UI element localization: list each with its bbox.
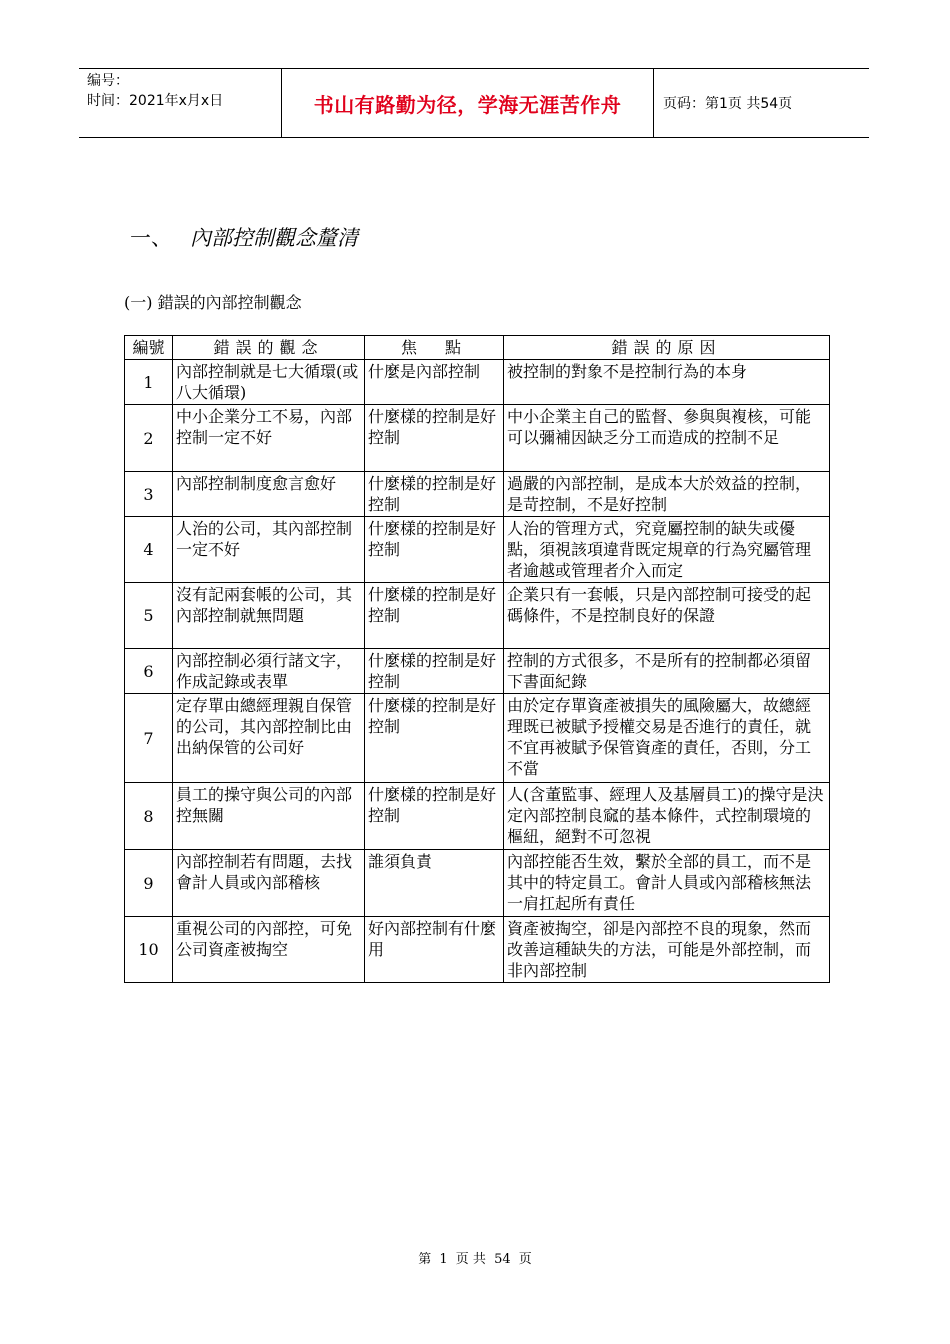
header-page-label: 页码：第1页 共54页 — [663, 96, 793, 112]
table-row — [125, 694, 830, 783]
row-reason: 過嚴的內部控制，是成本大於效益的控制，是苛控制，不是好控制 — [504, 472, 830, 517]
row-reason: 資產被掏空，卻是內部控不良的現象，然而改善這種缺失的方法，可能是外部控制，而非內部控制 — [504, 917, 830, 983]
row-reason: 內部控能否生效，繫於全部的員工，而不是其中的特定員工。會計人員或內部稽核無法一肩扛起所有責任 — [504, 850, 830, 917]
row-number: 4 — [125, 517, 173, 583]
row-number: 7 — [125, 694, 173, 783]
row-focus: 什麼樣的控制是好控制 — [365, 694, 504, 783]
page-footer — [0, 1248, 950, 1267]
row-number: 9 — [125, 850, 173, 917]
row-focus: 什麼樣的控制是好控制 — [365, 472, 504, 517]
subsection-title: (一) 錯誤的內部控制觀念 — [124, 293, 302, 312]
row-number: 6 — [125, 649, 173, 694]
row-focus: 好內部控制有什麼用 — [365, 917, 504, 983]
row-number: 3 — [125, 472, 173, 517]
section-number: 一、 — [130, 226, 172, 250]
row-concept: 內部控制必須行諸文字，作成記錄或表單 — [173, 649, 365, 694]
footer-suffix: 页 — [518, 1252, 532, 1267]
section-title-text: 內部控制觀念釐清 — [190, 226, 358, 250]
table-row — [125, 360, 830, 405]
header-meta — [79, 69, 282, 137]
table-row — [125, 583, 830, 649]
row-reason: 人(含董監事、經理人及基層員工)的操守是決定內部控制良窳的基本條件，式控制環境的樞紐，絕對不可忽視 — [504, 783, 830, 850]
header-concept: 錯誤的觀念 — [173, 336, 365, 360]
row-reason: 人治的管理方式，究竟屬控制的缺失或優點，須視該項違背既定規章的行為究屬管理者逾越或管理者介入而定 — [504, 517, 830, 583]
table-row — [125, 917, 830, 983]
row-focus: 誰須負責 — [365, 850, 504, 917]
row-concept: 員工的操守與公司的內部控無關 — [173, 783, 365, 850]
row-reason: 企業只有一套帳，只是內部控制可接受的起碼條件，不是控制良好的保證 — [504, 583, 830, 649]
row-reason: 控制的方式很多，不是所有的控制都必須留下書面紀錄 — [504, 649, 830, 694]
row-focus: 什麼樣的控制是好控制 — [365, 783, 504, 850]
header-reason: 錯誤的原因 — [504, 336, 830, 360]
row-number: 5 — [125, 583, 173, 649]
row-concept: 內部控制制度愈言愈好 — [173, 472, 365, 517]
row-number: 8 — [125, 783, 173, 850]
table-row — [125, 649, 830, 694]
table-row — [125, 517, 830, 583]
table-row — [125, 472, 830, 517]
footer-page-number: 1 — [439, 1252, 448, 1267]
row-concept: 定存單由總經理親自保管的公司，其內部控制比由出納保管的公司好 — [173, 694, 365, 783]
row-focus: 什麼樣的控制是好控制 — [365, 649, 504, 694]
row-reason: 由於定存單資產被損失的風險屬大，故總經理既已被賦予授權交易是否進行的責任，就不宜再被賦予保管資產的責任，否則，分工不當 — [504, 694, 830, 783]
row-number: 1 — [125, 360, 173, 405]
row-concept: 中小企業分工不易，內部控制一定不好 — [173, 405, 365, 472]
row-focus: 什麼樣的控制是好控制 — [365, 517, 504, 583]
header-number: 編號 — [125, 336, 173, 360]
table-row — [125, 783, 830, 850]
number-label: 编号： — [87, 73, 129, 89]
row-focus: 什麼樣的控制是好控制 — [365, 405, 504, 472]
document-header — [79, 68, 869, 138]
row-concept: 內部控制若有問題，去找會計人員或內部稽核 — [173, 850, 365, 917]
row-focus: 什麼是內部控制 — [365, 360, 504, 405]
footer-mid: 页 共 — [455, 1252, 486, 1267]
misconceptions-table — [124, 335, 830, 983]
row-number: 10 — [125, 917, 173, 983]
header-motto: 书山有路勤为径，学海无涯苦作舟 — [282, 69, 654, 137]
row-concept: 內部控制就是七大循環(或八大循環) — [173, 360, 365, 405]
table-row — [125, 405, 830, 472]
date-label: 时间：2021年x月x日 — [87, 93, 224, 109]
row-number: 2 — [125, 405, 173, 472]
table-row — [125, 850, 830, 917]
footer-total-pages: 54 — [494, 1252, 511, 1267]
row-reason: 中小企業主自己的監督、參與與複核，可能可以彌補因缺乏分工而造成的控制不足 — [504, 405, 830, 472]
row-concept: 人治的公司，其內部控制一定不好 — [173, 517, 365, 583]
row-concept: 沒有記兩套帳的公司，其內部控制就無問題 — [173, 583, 365, 649]
row-concept: 重視公司的內部控，可免公司資產被掏空 — [173, 917, 365, 983]
header-focus: 焦 點 — [365, 336, 504, 360]
table-header-row — [125, 336, 830, 360]
footer-prefix: 第 — [418, 1252, 432, 1267]
row-focus: 什麼樣的控制是好控制 — [365, 583, 504, 649]
row-reason: 被控制的對象不是控制行為的本身 — [504, 360, 830, 405]
section-title — [130, 222, 358, 252]
